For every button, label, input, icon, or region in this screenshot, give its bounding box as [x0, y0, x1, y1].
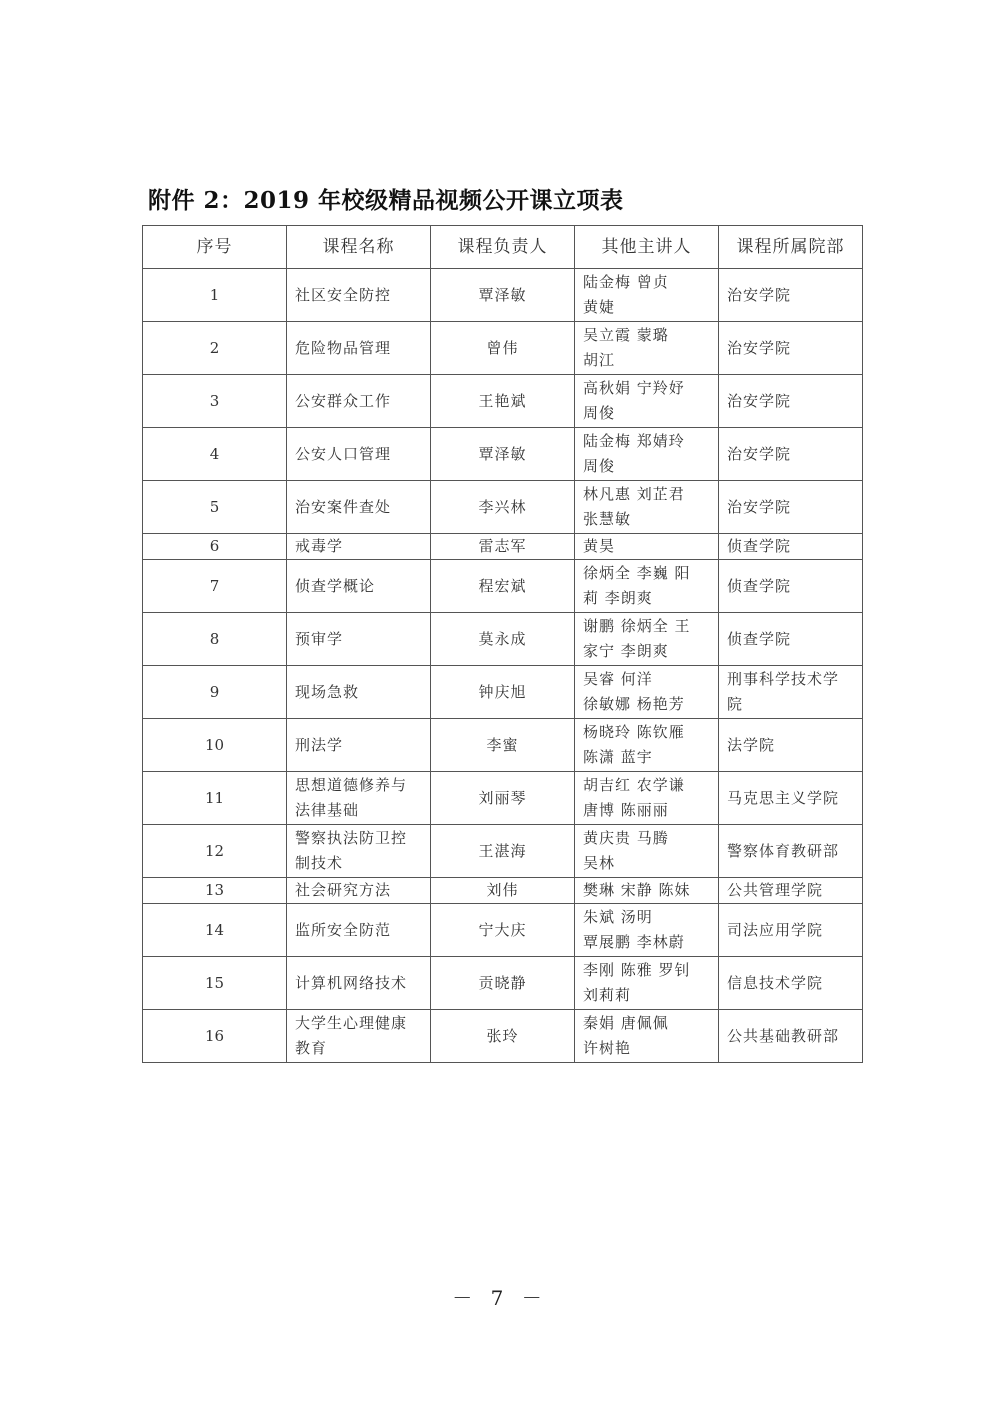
cell-department-line: 治安学院	[727, 497, 792, 516]
cell-other-lecturers	[575, 481, 719, 534]
cell-other-lecturers-line: 吴立霞 蒙璐	[583, 326, 669, 344]
cell-other-lecturers-line: 杨晓玲 陈钦雁	[583, 723, 685, 741]
table-row	[143, 772, 863, 825]
header-no: 序号	[143, 226, 287, 269]
cell-course-name-line: 现场急救	[295, 682, 360, 701]
cell-other-lecturers-line: 唐博 陈丽丽	[583, 801, 669, 819]
header-department: 课程所属院部	[719, 226, 863, 269]
cell-course-name-line: 刑法学	[295, 735, 344, 754]
cell-course-name-line: 公安人口管理	[295, 444, 392, 463]
cell-other-lecturers-line: 黄昊	[583, 537, 616, 555]
cell-department-line: 侦查学院	[727, 576, 792, 595]
cell-course-lead: 曾伟	[431, 322, 575, 375]
cell-other-lecturers-line: 李刚 陈雅 罗钊	[583, 961, 691, 979]
cell-department	[719, 560, 863, 613]
cell-course-name	[287, 375, 431, 428]
cell-department-line: 警察体育教研部	[727, 841, 840, 860]
table-row	[143, 322, 863, 375]
cell-other-lecturers	[575, 428, 719, 481]
cell-other-lecturers-line: 周俊	[583, 457, 616, 475]
cell-department-line: 治安学院	[727, 338, 792, 357]
document-title: 附件 2：2019 年校级精品视频公开课立项表	[148, 187, 624, 214]
cell-other-lecturers-line: 吴睿 何洋	[583, 670, 653, 688]
cell-course-name-line: 预审学	[295, 629, 344, 648]
page-number: － 7 －	[452, 1286, 548, 1310]
cell-department	[719, 269, 863, 322]
cell-course-name	[287, 560, 431, 613]
cell-course-name	[287, 428, 431, 481]
cell-other-lecturers	[575, 269, 719, 322]
table-row	[143, 719, 863, 772]
table-body	[143, 269, 863, 1063]
cell-other-lecturers	[575, 613, 719, 666]
cell-course-lead: 莫永成	[431, 613, 575, 666]
cell-other-lecturers	[575, 666, 719, 719]
cell-other-lecturers	[575, 322, 719, 375]
cell-course-name	[287, 1010, 431, 1063]
cell-other-lecturers-line: 黄庆贵 马腾	[583, 829, 669, 847]
cell-department	[719, 772, 863, 825]
cell-department	[719, 428, 863, 481]
cell-department-line: 侦查学院	[727, 629, 792, 648]
cell-course-name-line: 治安案件查处	[295, 497, 392, 516]
cell-other-lecturers-line: 许树艳	[583, 1039, 632, 1057]
cell-department-line: 信息技术学院	[727, 973, 824, 992]
table-row	[143, 560, 863, 613]
cell-course-lead: 贡晓静	[431, 957, 575, 1010]
cell-no: 9	[143, 666, 287, 719]
cell-course-name-line: 计算机网络技术	[295, 973, 408, 992]
cell-course-lead: 王湛海	[431, 825, 575, 878]
cell-department-line: 治安学院	[727, 391, 792, 410]
cell-course-name-line: 社会研究方法	[295, 881, 392, 899]
cell-other-lecturers	[575, 375, 719, 428]
cell-other-lecturers-line: 黄婕	[583, 298, 616, 316]
header-course-name: 课程名称	[287, 226, 431, 269]
cell-no: 8	[143, 613, 287, 666]
table-row	[143, 613, 863, 666]
cell-course-lead: 程宏斌	[431, 560, 575, 613]
cell-other-lecturers-line: 张慧敏	[583, 510, 632, 528]
cell-other-lecturers-line: 徐敏娜 杨艳芳	[583, 695, 685, 713]
cell-course-name-line: 制技术	[295, 854, 344, 872]
cell-no: 13	[143, 878, 287, 904]
cell-course-name	[287, 904, 431, 957]
cell-no: 12	[143, 825, 287, 878]
cell-other-lecturers-line: 胡江	[583, 351, 616, 369]
cell-other-lecturers-line: 徐炳全 李巍 阳	[583, 564, 691, 582]
cell-course-lead: 刘丽琴	[431, 772, 575, 825]
cell-other-lecturers-line: 谢鹏 徐炳全 王	[583, 617, 691, 635]
cell-other-lecturers-line: 胡吉红 农学谦	[583, 776, 685, 794]
cell-other-lecturers-line: 覃展鹏 李林蔚	[583, 933, 685, 951]
table-row	[143, 428, 863, 481]
cell-course-name-line: 大学生心理健康	[295, 1014, 408, 1032]
cell-other-lecturers	[575, 534, 719, 560]
cell-no: 6	[143, 534, 287, 560]
cell-no: 2	[143, 322, 287, 375]
cell-department-line: 刑事科学技术学	[727, 670, 840, 688]
cell-course-name-line: 警察执法防卫控	[295, 829, 408, 847]
cell-no: 11	[143, 772, 287, 825]
cell-other-lecturers-line: 家宁 李朗爽	[583, 642, 669, 660]
cell-course-name-line: 公安群众工作	[295, 391, 392, 410]
table-row	[143, 269, 863, 322]
cell-other-lecturers-line: 朱斌 汤明	[583, 908, 653, 926]
cell-department-line: 公共基础教研部	[727, 1026, 840, 1045]
cell-no: 4	[143, 428, 287, 481]
cell-other-lecturers-line: 樊琳 宋静 陈妹	[583, 881, 691, 899]
cell-other-lecturers-line: 刘莉莉	[583, 986, 632, 1004]
cell-course-lead: 覃泽敏	[431, 269, 575, 322]
cell-department	[719, 904, 863, 957]
table-row	[143, 957, 863, 1010]
cell-course-name	[287, 613, 431, 666]
cell-course-name-line: 戒毒学	[295, 537, 344, 555]
table-row	[143, 666, 863, 719]
cell-other-lecturers	[575, 825, 719, 878]
cell-no: 10	[143, 719, 287, 772]
cell-other-lecturers	[575, 957, 719, 1010]
cell-course-name	[287, 481, 431, 534]
cell-course-name-line: 侦查学概论	[295, 576, 376, 595]
cell-course-name	[287, 534, 431, 560]
cell-department	[719, 322, 863, 375]
cell-course-name	[287, 957, 431, 1010]
cell-department	[719, 719, 863, 772]
cell-department	[719, 481, 863, 534]
cell-other-lecturers-line: 陈潇 蓝宇	[583, 748, 653, 766]
cell-course-name-line: 法律基础	[295, 801, 360, 819]
cell-course-name	[287, 772, 431, 825]
cell-no: 15	[143, 957, 287, 1010]
cell-department	[719, 613, 863, 666]
table-row	[143, 534, 863, 560]
cell-department-line: 院	[727, 695, 744, 713]
cell-department	[719, 666, 863, 719]
cell-other-lecturers-line: 陆金梅 郑婧玲	[583, 432, 685, 450]
cell-department-line: 侦查学院	[727, 537, 792, 555]
cell-no: 1	[143, 269, 287, 322]
cell-course-lead: 刘伟	[431, 878, 575, 904]
cell-no: 7	[143, 560, 287, 613]
cell-course-name	[287, 719, 431, 772]
cell-course-lead: 宁大庆	[431, 904, 575, 957]
course-table	[142, 225, 863, 1063]
table-row	[143, 904, 863, 957]
cell-no: 5	[143, 481, 287, 534]
cell-department-line: 公共管理学院	[727, 881, 824, 899]
cell-other-lecturers-line: 林凡惠 刘芷君	[583, 485, 685, 503]
cell-other-lecturers	[575, 772, 719, 825]
cell-other-lecturers-line: 陆金梅 曾贞	[583, 273, 669, 291]
cell-department	[719, 957, 863, 1010]
table-row	[143, 825, 863, 878]
cell-department	[719, 825, 863, 878]
cell-department-line: 马克思主义学院	[727, 788, 840, 807]
cell-department	[719, 1010, 863, 1063]
cell-no: 16	[143, 1010, 287, 1063]
cell-no: 14	[143, 904, 287, 957]
cell-course-name	[287, 825, 431, 878]
table-row	[143, 481, 863, 534]
cell-department-line: 治安学院	[727, 444, 792, 463]
cell-course-name-line: 监所安全防范	[295, 920, 392, 939]
cell-other-lecturers-line: 吴林	[583, 854, 616, 872]
cell-department	[719, 375, 863, 428]
cell-course-lead: 雷志军	[431, 534, 575, 560]
header-other-lecturers: 其他主讲人	[575, 226, 719, 269]
cell-other-lecturers	[575, 878, 719, 904]
cell-course-name-line: 教育	[295, 1039, 328, 1057]
cell-other-lecturers	[575, 1010, 719, 1063]
cell-other-lecturers-line: 莉 李朗爽	[583, 589, 653, 607]
cell-course-lead: 钟庆旭	[431, 666, 575, 719]
cell-department-line: 法学院	[727, 735, 776, 754]
cell-other-lecturers	[575, 719, 719, 772]
cell-department-line: 司法应用学院	[727, 920, 824, 939]
header-course-lead: 课程负责人	[431, 226, 575, 269]
table-row	[143, 878, 863, 904]
cell-course-lead: 王艳斌	[431, 375, 575, 428]
cell-course-name	[287, 878, 431, 904]
cell-course-name-line: 危险物品管理	[295, 338, 392, 357]
cell-department-line: 治安学院	[727, 285, 792, 304]
cell-other-lecturers-line: 秦娟 唐佩佩	[583, 1014, 669, 1032]
cell-department	[719, 534, 863, 560]
cell-course-name	[287, 322, 431, 375]
cell-course-lead: 张玲	[431, 1010, 575, 1063]
cell-course-name-line: 思想道德修养与	[295, 776, 408, 794]
cell-course-lead: 覃泽敏	[431, 428, 575, 481]
cell-course-name-line: 社区安全防控	[295, 285, 392, 304]
cell-course-name	[287, 666, 431, 719]
cell-other-lecturers-line: 周俊	[583, 404, 616, 422]
cell-other-lecturers	[575, 904, 719, 957]
cell-other-lecturers	[575, 560, 719, 613]
cell-department	[719, 878, 863, 904]
table-row	[143, 1010, 863, 1063]
cell-other-lecturers-line: 高秋娟 宁羚妤	[583, 379, 685, 397]
cell-course-lead: 李兴林	[431, 481, 575, 534]
table-header-row	[143, 226, 863, 269]
cell-course-lead: 李蜜	[431, 719, 575, 772]
cell-no: 3	[143, 375, 287, 428]
cell-course-name	[287, 269, 431, 322]
table-row	[143, 375, 863, 428]
